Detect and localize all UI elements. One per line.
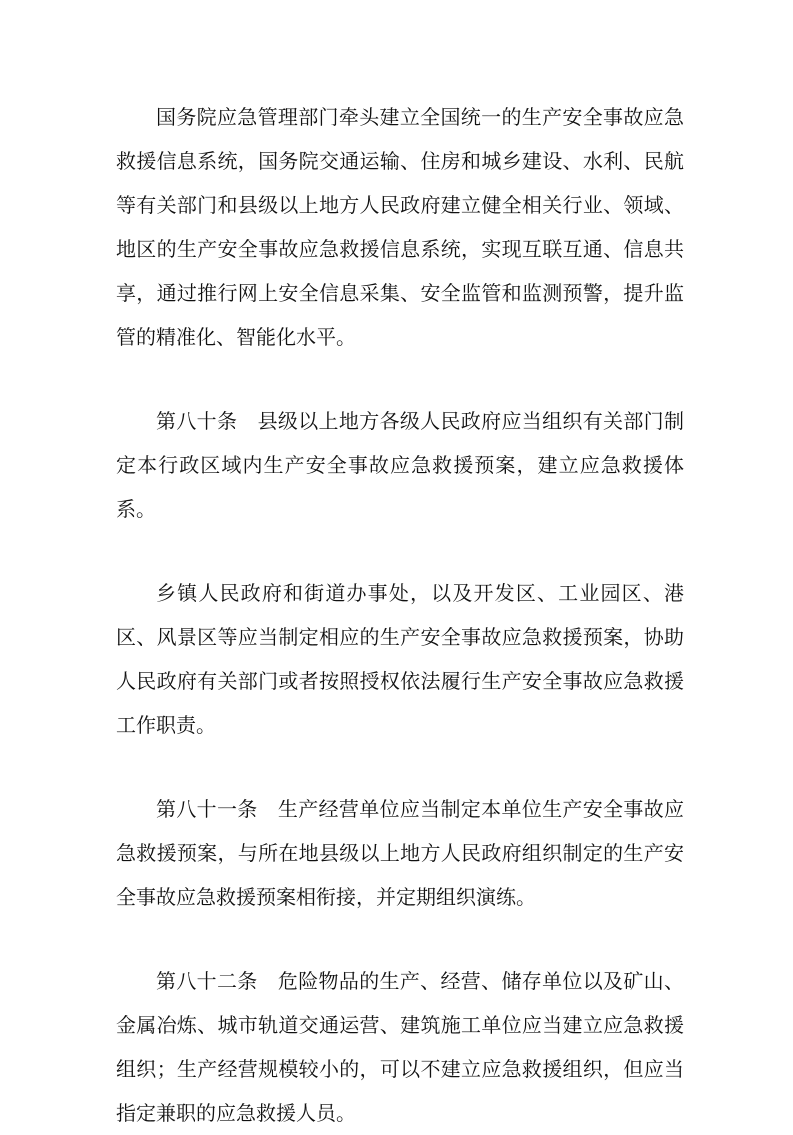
paragraph-emergency-info-system: 国务院应急管理部门牵头建立全国统一的生产安全事故应急救援信息系统，国务院交通运输、住房和城乡建设、水利、民航等有关部门和县级以上地方人民政府建立健全相关行业、领域、地区的生产安全事故应急救援信息系统，实现互联互通、信息共享，通过推行网上安全信息采集、安全监管和监测预警，提升监管的精准化、智能化水平。 — [116, 105, 684, 349]
paragraph-article-82: 第八十二条 危险物品的生产、经营、储存单位以及矿山、金属冶炼、城市轨道交通运营、建筑施工单位应当建立应急救援组织；生产经营规模较小的，可以不建立应急救援组织，但应当指定兼职的应急救援人员。 — [116, 969, 684, 1125]
document-body — [116, 95, 684, 1135]
paragraph-article-80: 第八十条 县级以上地方各级人民政府应当组织有关部门制定本行政区域内生产安全事故应急救援预案，建立应急救援体系。 — [116, 409, 684, 521]
paragraph-article-81: 第八十一条 生产经营单位应当制定本单位生产安全事故应急救援预案，与所在地县级以上地方人民政府组织制定的生产安全事故应急救援预案相衔接，并定期组织演练。 — [116, 797, 684, 909]
paragraph-township-plans: 乡镇人民政府和街道办事处，以及开发区、工业园区、港区、风景区等应当制定相应的生产安全事故应急救援预案，协助人民政府有关部门或者按照授权依法履行生产安全事故应急救援工作职责。 — [116, 581, 684, 737]
